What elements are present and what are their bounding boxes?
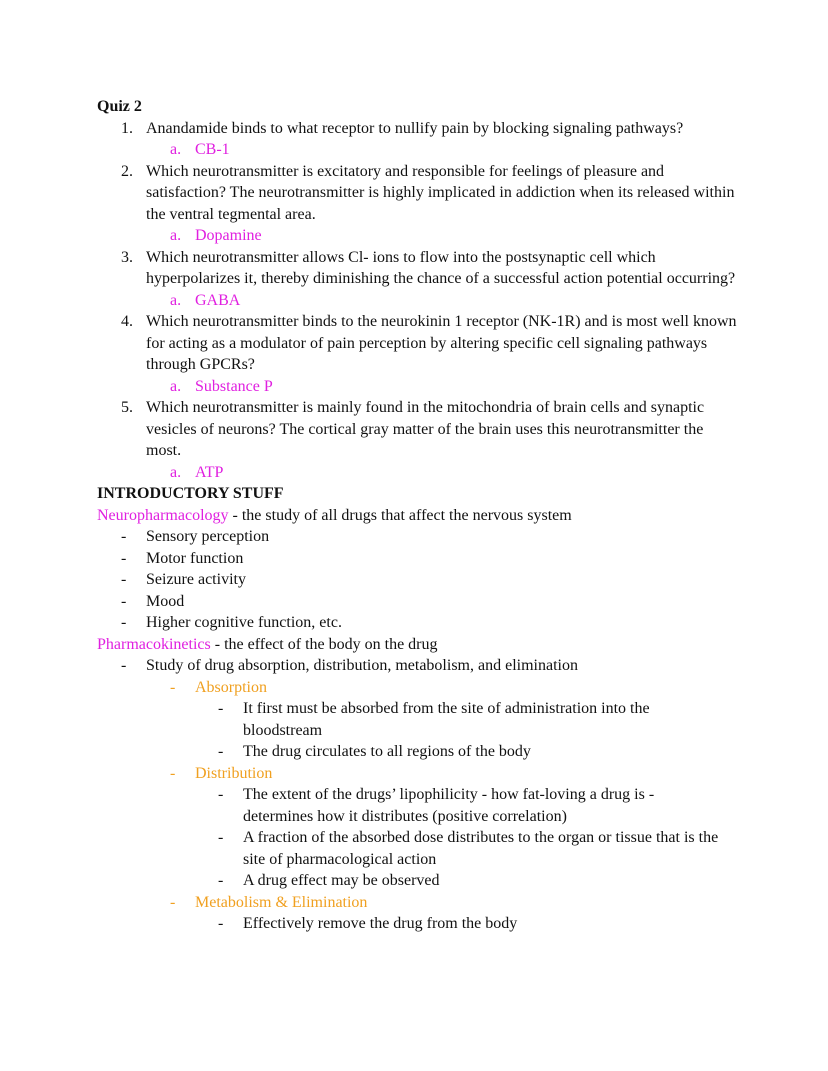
term: Pharmacokinetics [97, 635, 211, 653]
answer-text: Substance P [195, 377, 273, 395]
answer-text: CB-1 [195, 141, 230, 158]
quiz-answer-3: a. GABA [170, 291, 241, 309]
dash-bullet-icon: - [218, 786, 224, 803]
quiz-answer-2: a. Dopamine [170, 227, 262, 244]
bullet-item: - It first must be absorbed from the site of administration into the bloodstream [218, 700, 650, 739]
question-number: 5. [121, 399, 133, 416]
quiz-answer-5: a. ATP [170, 463, 224, 481]
section-heading: INTRODUCTORY STUFF [97, 485, 284, 502]
bullet-item: - Mood [97, 591, 737, 613]
quiz-answer-1: a. CB-1 [170, 141, 230, 158]
subheading-distribution: - Distribution [97, 763, 737, 785]
dash-bullet-icon: - [121, 592, 127, 610]
dash-bullet-icon: - [170, 893, 176, 911]
question-text: Which neurotransmitter is excitatory and responsible for feelings of pleasure and satisfaction? The neurotransmitter is highly implicated in addiction when its released within the ventral tegmental area. [146, 162, 735, 223]
question-number: 2. [121, 162, 133, 180]
answer-text: GABA [195, 291, 241, 309]
question-text: Which neurotransmitter binds to the neurokinin 1 receptor (NK-1R) and is most well known for acting as a modulator of pain perception by altering specific cell signaling pathways through GPCRs? [146, 313, 737, 373]
bullet-item: - A fraction of the absorbed dose distributes to the organ or tissue that is the site of pharmacological action [218, 829, 719, 868]
dash-bullet-icon: - [218, 743, 224, 760]
pharmacokinetics-definition: Pharmacokinetics - the effect of the body on the drug [97, 635, 438, 653]
quiz-title: Quiz 2 [97, 98, 142, 115]
document-page [97, 96, 737, 935]
bullet-item: - Motor function [97, 548, 737, 570]
quiz-question-4 [97, 311, 737, 376]
dash-bullet-icon: - [218, 829, 224, 846]
dash-bullet-icon: - [121, 549, 127, 567]
term: Neuropharmacology [97, 506, 229, 524]
bullet-item: - The drug circulates to all regions of the body [97, 741, 737, 763]
question-number: 3. [121, 248, 133, 266]
quiz-question-2 [97, 161, 737, 226]
question-text: Which neurotransmitter allows Cl- ions to flow into the postsynaptic cell which hyperpolarizes it, thereby diminishing the chance of a successful action potential occurring? [146, 248, 736, 287]
bullet-item: - Higher cognitive function, etc. [97, 612, 737, 634]
question-number: 4. [121, 313, 133, 330]
dash-bullet-icon: - [121, 528, 127, 545]
bullet-item: - Study of drug absorption, distribution, metabolism, and elimination [97, 655, 737, 677]
dash-bullet-icon: - [121, 657, 127, 674]
question-text: Anandamide binds to what receptor to nullify pain by blocking signaling pathways? [146, 119, 684, 137]
subheading-metabolism-elimination: - Metabolism & Elimination [97, 892, 737, 914]
dash-bullet-icon: - [218, 872, 224, 889]
answer-text: Dopamine [195, 227, 262, 244]
dash-bullet-icon: - [121, 614, 127, 631]
dash-bullet-icon: - [218, 915, 224, 932]
dash-bullet-icon: - [170, 678, 176, 696]
dash-bullet-icon: - [121, 571, 127, 588]
bullet-item: - Sensory perception [97, 526, 737, 548]
answer-text: ATP [195, 463, 224, 481]
bullet-item: - Effectively remove the drug from the body [97, 913, 737, 935]
bullet-item: - Seizure activity [97, 569, 737, 591]
quiz-question-1 [97, 118, 737, 140]
neuropharmacology-definition: Neuropharmacology - the study of all drugs that affect the nervous system [97, 506, 572, 524]
subheading-absorption: - Absorption [97, 677, 737, 699]
bullet-item: - The extent of the drugs’ lipophilicity - how fat-loving a drug is - determines how it distributes (positive correlation) [218, 786, 655, 825]
dash-bullet-icon: - [170, 764, 176, 782]
quiz-question-5 [97, 397, 737, 462]
quiz-question-3 [97, 247, 737, 290]
dash-bullet-icon: - [218, 700, 224, 717]
question-text: Which neurotransmitter is mainly found in the mitochondria of brain cells and synaptic vesicles of neurons? The cortical gray matter of the brain uses this neurotransmitter the most. [146, 399, 705, 459]
question-number: 1. [121, 119, 133, 137]
quiz-answer-4: a. Substance P [170, 377, 273, 395]
bullet-item: - A drug effect may be observed [97, 870, 737, 892]
